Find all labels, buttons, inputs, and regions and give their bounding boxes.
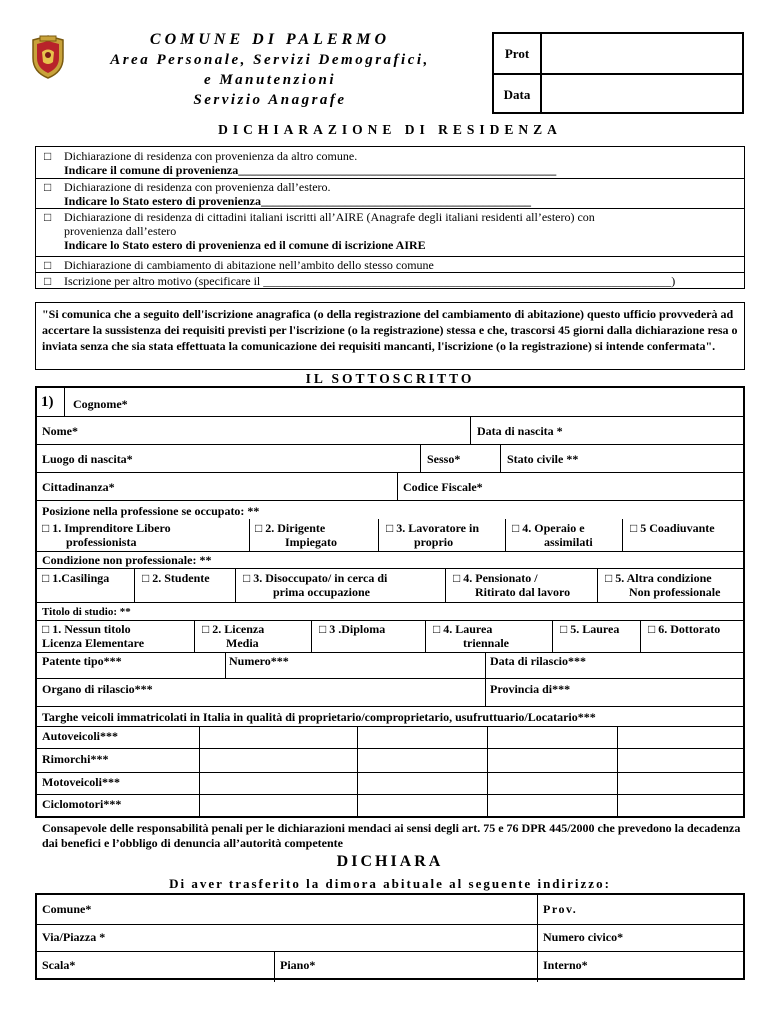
- numero-civico-field[interactable]: Numero civico*: [543, 930, 624, 944]
- address-form: [35, 893, 745, 980]
- prot-field[interactable]: [544, 34, 742, 73]
- posizione-option[interactable]: □ 3. Lavoratore in proprio: [386, 521, 480, 549]
- header-line-1: COMUNE DI PALERMO: [149, 31, 391, 48]
- data-label: Data: [494, 75, 542, 114]
- dichiara-title: DICHIARA: [336, 853, 444, 870]
- sesso-field[interactable]: Sesso*: [427, 452, 461, 466]
- condizione-option[interactable]: □ 4. Pensionato / Ritirato dal lavoro: [453, 571, 571, 599]
- condizione-title: Condizione non professionale: **: [42, 553, 212, 567]
- data-rilascio-field[interactable]: Data di rilascio***: [490, 654, 586, 668]
- titolo-title: Titolo di studio: **: [42, 606, 131, 618]
- piano-field[interactable]: Piano*: [280, 958, 316, 972]
- option-aire[interactable]: □ Dichiarazione di residenza di cittadini italiani iscritti all’AIRE (Anagrafe degli italiani residenti all’estero) con provenienza dall’estero Indicare lo Stato estero di provenienza ed il comune di iscrizione AIRE: [36, 208, 744, 252]
- rimorchi-label: Rimorchi***: [42, 752, 109, 766]
- motoveicoli-label: Motoveicoli***: [42, 775, 120, 789]
- document-title: DICHIARAZIONE DI RESIDENZA: [218, 122, 562, 137]
- targhe-title: Targhe veicoli immatricolati in Italia in qualità di proprietario/comproprietario, usufruttuario/Locatario***: [42, 710, 596, 724]
- data-field[interactable]: [544, 75, 742, 114]
- checkbox-icon: □: [44, 149, 52, 163]
- condizione-option[interactable]: □ 1.Casilinga: [42, 571, 110, 585]
- residence-options: [35, 146, 745, 289]
- condizione-option[interactable]: □ 5. Altra condizione Non professionale: [605, 571, 721, 599]
- posizione-option[interactable]: □ 2. Dirigente Impiegato: [255, 521, 337, 549]
- titolo-option[interactable]: □ 6. Dottorato: [648, 622, 721, 636]
- prot-label: Prot: [494, 34, 542, 73]
- dichiara-subtitle: Di aver trasferito la dimora abituale al seguente indirizzo:: [169, 876, 611, 891]
- checkbox-icon: □: [44, 210, 52, 224]
- notice-box: "Si comunica che a seguito dell'iscrizione anagrafica (o della registrazione del cambiamento di abitazione) questo ufficio provvederà ad accertare la sussistenza dei requisiti previsti per l'iscrizione (o la registrazione) stessa e che, trascorsi 45 giorni dalla dichiarazione resa o inviata senza che sia stata effettuata la comunicazione dei requisiti mancanti, l'iscrizione (o la registrazione) si intende confermata".: [35, 302, 745, 370]
- organo-rilascio-field[interactable]: Organo di rilascio***: [42, 682, 153, 696]
- titolo-option[interactable]: □ 5. Laurea: [560, 622, 620, 636]
- prov-field[interactable]: Prov.: [543, 902, 578, 916]
- ciclomotori-label: Ciclomotori***: [42, 797, 122, 811]
- titolo-option[interactable]: □ 1. Nessun titolo Licenza Elementare: [42, 622, 145, 650]
- codice-fiscale-field[interactable]: Codice Fiscale*: [403, 480, 483, 494]
- header-line-4: Servizio Anagrafe: [193, 92, 347, 108]
- option-altro-comune[interactable]: □ Dichiarazione di residenza con provenienza da altro comune. Indicare il comune di provenienza_____________________________________________________: [44, 149, 557, 177]
- titolo-option[interactable]: □ 3 .Diploma: [319, 622, 386, 636]
- header-title-block: [70, 30, 470, 110]
- patente-tipo-field[interactable]: Patente tipo***: [42, 654, 122, 668]
- header-line-2: Area Personale, Servizi Demografici,: [110, 52, 430, 68]
- scala-field[interactable]: Scala*: [42, 958, 76, 972]
- data-nascita-field[interactable]: Data di nascita *: [477, 424, 563, 438]
- titolo-option[interactable]: □ 4. Laurea triennale: [433, 622, 509, 650]
- checkbox-icon: □: [44, 274, 52, 288]
- palermo-coat-of-arms-icon: [27, 34, 69, 80]
- nome-field[interactable]: Nome*: [42, 424, 78, 438]
- checkbox-icon: □: [44, 180, 52, 194]
- posizione-title: Posizione nella professione se occupato: **: [42, 504, 260, 518]
- cognome-field[interactable]: Cognome*: [73, 397, 128, 411]
- luogo-nascita-field[interactable]: Luogo di nascita*: [42, 452, 133, 466]
- stato-civile-field[interactable]: Stato civile **: [507, 452, 579, 466]
- sottoscritto-title: IL SOTTOSCRITTO: [305, 371, 475, 386]
- option-altro-motivo[interactable]: □ Iscrizione per altro motivo (specificare il ____________________________________________________________________): [36, 272, 744, 288]
- comune-field[interactable]: Comune*: [42, 902, 92, 916]
- targa-cell[interactable]: [201, 728, 355, 746]
- condizione-option[interactable]: □ 2. Studente: [142, 571, 210, 585]
- personal-data-form: [35, 386, 745, 818]
- posizione-option[interactable]: □ 5 Coadiuvante: [630, 521, 715, 535]
- condizione-option[interactable]: □ 3. Disoccupato/ in cerca di prima occupazione: [243, 571, 388, 599]
- option-cambio-abitazione[interactable]: □ Dichiarazione di cambiamento di abitazione nell’ambito dello stesso comune: [36, 256, 744, 272]
- autoveicoli-label: Autoveicoli***: [42, 729, 118, 743]
- person-number: 1): [41, 394, 54, 410]
- posizione-option[interactable]: □ 1. Imprenditore Libero professionista: [42, 521, 171, 549]
- posizione-option[interactable]: □ 4. Operaio e assimilati: [512, 521, 593, 549]
- numero-patente-field[interactable]: Numero***: [229, 654, 289, 668]
- checkbox-icon: □: [44, 258, 52, 272]
- option-estero[interactable]: □ Dichiarazione di residenza con provenienza dall’estero. Indicare lo Stato estero di provenienza_____________________________________________: [36, 178, 744, 208]
- interno-field[interactable]: Interno*: [543, 958, 588, 972]
- provincia-field[interactable]: Provincia di***: [490, 682, 571, 696]
- via-piazza-field[interactable]: Via/Piazza *: [42, 930, 106, 944]
- header-line-3: e Manutenzioni: [203, 72, 337, 88]
- cittadinanza-field[interactable]: Cittadinanza*: [42, 480, 115, 494]
- consent-text: Consapevole delle responsabilità penali per le dichiarazioni mendaci ai sensi degli art. 75 e 76 DPR 445/2000 che prevedono la decadenza dai benefici e l’obbligo di denuncia all’autorità competente: [42, 821, 741, 850]
- protocol-box: [492, 32, 744, 114]
- titolo-option[interactable]: □ 2. Licenza Media: [202, 622, 265, 650]
